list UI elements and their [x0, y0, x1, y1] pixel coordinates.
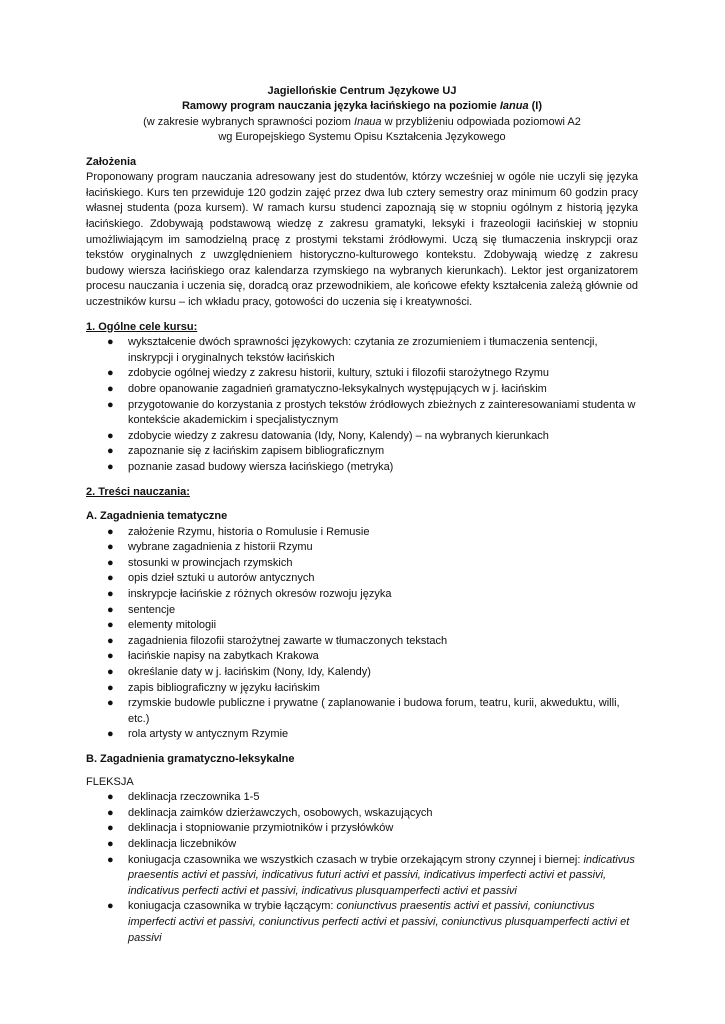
tematyczne-list	[86, 525, 638, 743]
list-item: ● deklinacja i stopniowanie przymiotników i przysłówków	[86, 821, 638, 837]
tresci-heading: 2. Treści nauczania:	[86, 485, 190, 498]
gramatyczne-heading: B. Zagadnienia gramatyczno-leksykalne	[86, 753, 295, 765]
bullet-icon: ●	[107, 837, 114, 850]
bullet-icon: ●	[107, 460, 114, 473]
fleksja-label: FLEKSJA	[86, 775, 134, 788]
bullet-icon: ●	[107, 541, 114, 554]
list-item: ● zagadnienia filozofii starożytnej zawarte w tłumaczonych tekstach	[86, 634, 638, 650]
bullet-icon: ●	[107, 634, 114, 647]
bullet-icon: ●	[107, 588, 114, 601]
list-item: ● zapoznanie się z łacińskim zapisem bibliograficznym	[86, 444, 638, 460]
tematyczne-heading: A. Zagadnienia tematyczne	[86, 510, 228, 523]
list-item: ● koniugacja czasownika w trybie łączącym: coniunctivus praesentis activi et passivi, coniunctivus imperfecti activi et passivi, coniunctivus perfecti activi et passivi, coniunctivus plusquamperfecti activi et passivi	[107, 900, 630, 944]
bullet-icon: ●	[107, 556, 114, 569]
bullet-icon: ●	[107, 681, 114, 694]
bullet-icon: ●	[107, 619, 114, 632]
list-item: ● opis dzieł sztuki u autorów antycznych	[86, 571, 638, 587]
program-title: Ramowy program nauczania języka łacińskiego na poziomie Ianua (I)	[181, 100, 543, 113]
document-page	[86, 84, 638, 946]
bullet-icon: ●	[107, 525, 114, 538]
document-header	[86, 84, 638, 146]
zalozenia-heading: Założenia	[86, 155, 137, 168]
zalozenia-paragraph: Proponowany program nauczania adresowany jest do studentów, którzy wcześniej w ogóle nie uczyli się języka łacińskiego. Kurs ten przewiduje 120 godzin zajęć przez dwa lub cztery semestry oraz minimum 60 godzin pracy własnej studenta (poza kursem). W ramach kursu studenci zapoznają się w stopniu ogólnym z historią języka łacińskiego. Zdobywają podstawową wiedzę z zakresu gramatyki, leksyki i frazeologii łacińskiej w stopniu umożliwiającym im samodzielną pracę z prostymi tekstami źródłowymi. Uczą się tłumaczenia inskrypcji oraz tekstów oryginalnych z uwzględnieniem historyczno-kulturowego kontekstu. Zdobywają wiedzę z zakresu budowy wiersza łacińskiego oraz kalendarza rzymskiego na wybranych kierunkach). Lektor jest organizatorem procesu nauczania i uczenia się, doradcą oraz przewodnikiem, ale końcowe efekty kształcenia zależą głównie od uczestników kursu – ich wkładu pracy, gotowości do uczenia się i kreatywności.	[86, 171, 638, 308]
bullet-icon: ●	[107, 429, 114, 442]
bullet-icon: ●	[107, 666, 114, 679]
list-item: ● rola artysty w antycznym Rzymie	[86, 727, 638, 743]
list-item: ● założenie Rzymu, historia o Romulusie i Remusie	[86, 525, 638, 541]
list-item: ● deklinacja liczebników	[86, 837, 638, 853]
bullet-icon: ●	[107, 398, 114, 411]
list-item: ● łacińskie napisy na zabytkach Krakowa	[86, 649, 638, 665]
list-item: ● sentencje	[86, 603, 638, 619]
list-item: ● stosunki w prowincjach rzymskich	[86, 556, 638, 572]
cele-list	[86, 335, 638, 475]
list-item: ● zdobycie wiedzy z zakresu datowania (Idy, Nony, Kalendy) – na wybranych kierunkach	[86, 429, 638, 445]
list-item: ● zapis bibliograficzny w języku łacińskim	[86, 681, 638, 697]
list-item: ● koniugacja czasownika we wszystkich czasach w trybie orzekającym strony czynnej i biernej: indicativus praesentis activi et passivi, indicativus futuri activi et passivi, indicativus imperfecti activi et passivi, indicativus perfecti activi et passivi, indicativus plusquamperfecti activi et passivi	[107, 853, 635, 897]
list-item: ● inskrypcje łacińskie z różnych okresów rozwoju języka	[86, 587, 638, 603]
institution-name: Jagiellońskie Centrum Językowe UJ	[267, 85, 457, 97]
list-item: ● przygotowanie do korzystania z prostych tekstów źródłowych zbieżnych z zainteresowaniami studenta w kontekście akademickim i specjalistycznym	[107, 398, 636, 427]
bullet-icon: ●	[107, 791, 114, 804]
list-item: ● elementy mitologii	[86, 618, 638, 634]
bullet-icon: ●	[107, 822, 114, 835]
bullet-icon: ●	[107, 572, 114, 585]
list-item: ● określanie daty w j. łacińskim (Nony, Idy, Kalendy)	[86, 665, 638, 681]
bullet-icon: ●	[107, 445, 114, 458]
bullet-icon: ●	[107, 336, 114, 349]
list-item: ● deklinacja zaimków dzierżawczych, osobowych, wskazujących	[86, 806, 638, 822]
list-item: ● wybrane zagadnienia z historii Rzymu	[86, 540, 638, 556]
list-item: ● rzymskie budowle publiczne i prywatne ( zaplanowanie i budowa forum, teatru, kurii, akweduktu, willi, etc.)	[107, 697, 620, 725]
bullet-icon: ●	[107, 853, 114, 866]
list-item: ● dobre opanowanie zagadnień gramatyczno-leksykalnych występujących w j. łacińskim	[86, 382, 638, 398]
bullet-icon: ●	[107, 728, 114, 741]
bullet-icon: ●	[107, 900, 114, 913]
list-item: ● zdobycie ogólnej wiedzy z zakresu historii, kultury, sztuki i filozofii starożytnego Rzymu	[86, 366, 638, 382]
gramatyczne-list	[86, 790, 638, 946]
list-item: ● poznanie zasad budowy wiersza łacińskiego (metryka)	[86, 460, 638, 476]
bullet-icon: ●	[107, 603, 114, 616]
bullet-icon: ●	[107, 382, 114, 395]
cele-heading: 1. Ogólne cele kursu:	[86, 320, 198, 333]
bullet-icon: ●	[107, 697, 114, 710]
level-reference: wg Europejskiego Systemu Opisu Kształcenia Językowego	[218, 131, 506, 144]
bullet-icon: ●	[107, 650, 114, 663]
bullet-icon: ●	[107, 367, 114, 380]
list-item: ● wykształcenie dwóch sprawności językowych: czytania ze zrozumieniem i tłumaczenia sentencji, inskrypcji i oryginalnych tekstów łacińskich	[107, 336, 598, 364]
list-item: ● deklinacja rzeczownika 1-5	[86, 790, 638, 806]
bullet-icon: ●	[107, 806, 114, 819]
level-note: (w zakresie wybranych sprawności poziom Inaua w przybliżeniu odpowiada poziomowi A2	[143, 115, 581, 128]
